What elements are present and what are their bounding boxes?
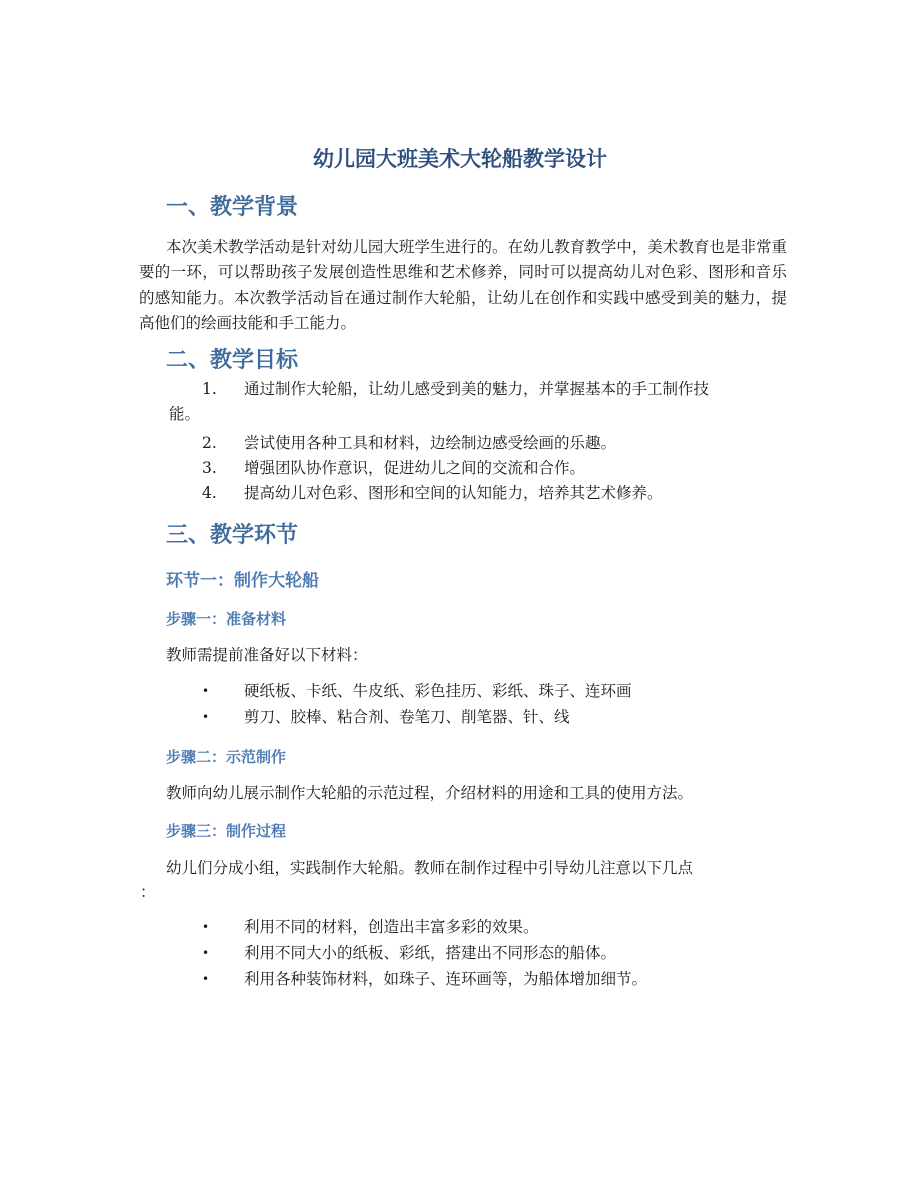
goal-number: 1. — [202, 380, 217, 398]
process-text-colon: ： — [140, 883, 156, 901]
goal-item — [139, 431, 799, 456]
materials-text: 剪刀、胶棒、粘合剂、卷笔刀、削笔器、针、线 — [244, 708, 570, 726]
goal-text: 提高幼儿对色彩、图形和空间的认知能力，培养其艺术修养。 — [244, 484, 663, 503]
tips-text: 利用不同大小的纸板、彩纸，搭建出不同形态的船体。 — [244, 944, 617, 962]
document-title: 幼儿园大班美术大轮船教学设计 — [313, 147, 607, 171]
bullet-icon: • — [202, 972, 210, 986]
materials-text: 硬纸板、卡纸、牛皮纸、彩色挂历、彩纸、珠子、连环画 — [244, 682, 632, 700]
goal-text-continuation: 能。 — [169, 405, 201, 424]
section-heading-background: 一、教学背景 — [166, 195, 299, 220]
subsection-heading-make-ship: 环节一：制作大轮船 — [166, 571, 319, 591]
materials-item — [139, 678, 799, 704]
bullet-icon: • — [202, 946, 210, 960]
tips-text: 利用不同的材料，创造出丰富多彩的效果。 — [244, 918, 539, 936]
step-heading-prepare: 步骤一：准备材料 — [166, 610, 287, 628]
goal-item — [139, 456, 799, 481]
demo-text: 教师向幼儿展示制作大轮船的示范过程，介绍材料的用途和工具的使用方法。 — [166, 784, 694, 802]
materials-item — [139, 704, 799, 730]
bullet-icon: • — [202, 710, 210, 724]
section-heading-steps: 三、教学环节 — [166, 523, 299, 548]
process-text: 幼儿们分成小组，实践制作大轮船。教师在制作过程中引导幼儿注意以下几点 — [166, 859, 694, 877]
goal-item — [139, 377, 799, 428]
tips-item — [139, 966, 799, 992]
goal-number: 2. — [202, 433, 217, 452]
section-heading-goals: 二、教学目标 — [166, 348, 299, 373]
goal-item — [139, 481, 799, 506]
background-paragraph: 本次美术教学活动是针对幼儿园大班学生进行的。在幼儿教育教学中，美术教育也是非常重要的一环，可以帮助孩子发展创造性思维和艺术修养，同时可以提高幼儿对色彩、图形和音乐的感知能力。本次教学活动旨在通过制作大轮船，让幼儿在创作和实践中感受到美的魅力，提高他们的绘画技能和手工能力。 — [139, 238, 787, 332]
goal-text: 通过制作大轮船，让幼儿感受到美的魅力，并掌握基本的手工制作技 — [244, 380, 710, 398]
goals-list — [139, 377, 799, 506]
bullet-icon: • — [202, 920, 210, 934]
prepare-intro: 教师需提前准备好以下材料： — [166, 646, 368, 664]
tips-item — [139, 914, 799, 940]
tips-list — [139, 914, 799, 992]
tips-item — [139, 940, 799, 966]
step-heading-demo: 步骤二：示范制作 — [166, 748, 287, 766]
goal-number: 4. — [202, 484, 217, 503]
step-heading-process: 步骤三：制作过程 — [166, 822, 287, 840]
goal-text: 尝试使用各种工具和材料，边绘制边感受绘画的乐趣。 — [244, 433, 617, 452]
bullet-icon: • — [202, 684, 210, 698]
tips-text: 利用各种装饰材料，如珠子、连环画等，为船体增加细节。 — [244, 970, 648, 988]
goal-text: 增强团队协作意识，促进幼儿之间的交流和合作。 — [244, 458, 586, 477]
materials-list — [139, 678, 799, 730]
goal-number: 3. — [202, 458, 217, 477]
